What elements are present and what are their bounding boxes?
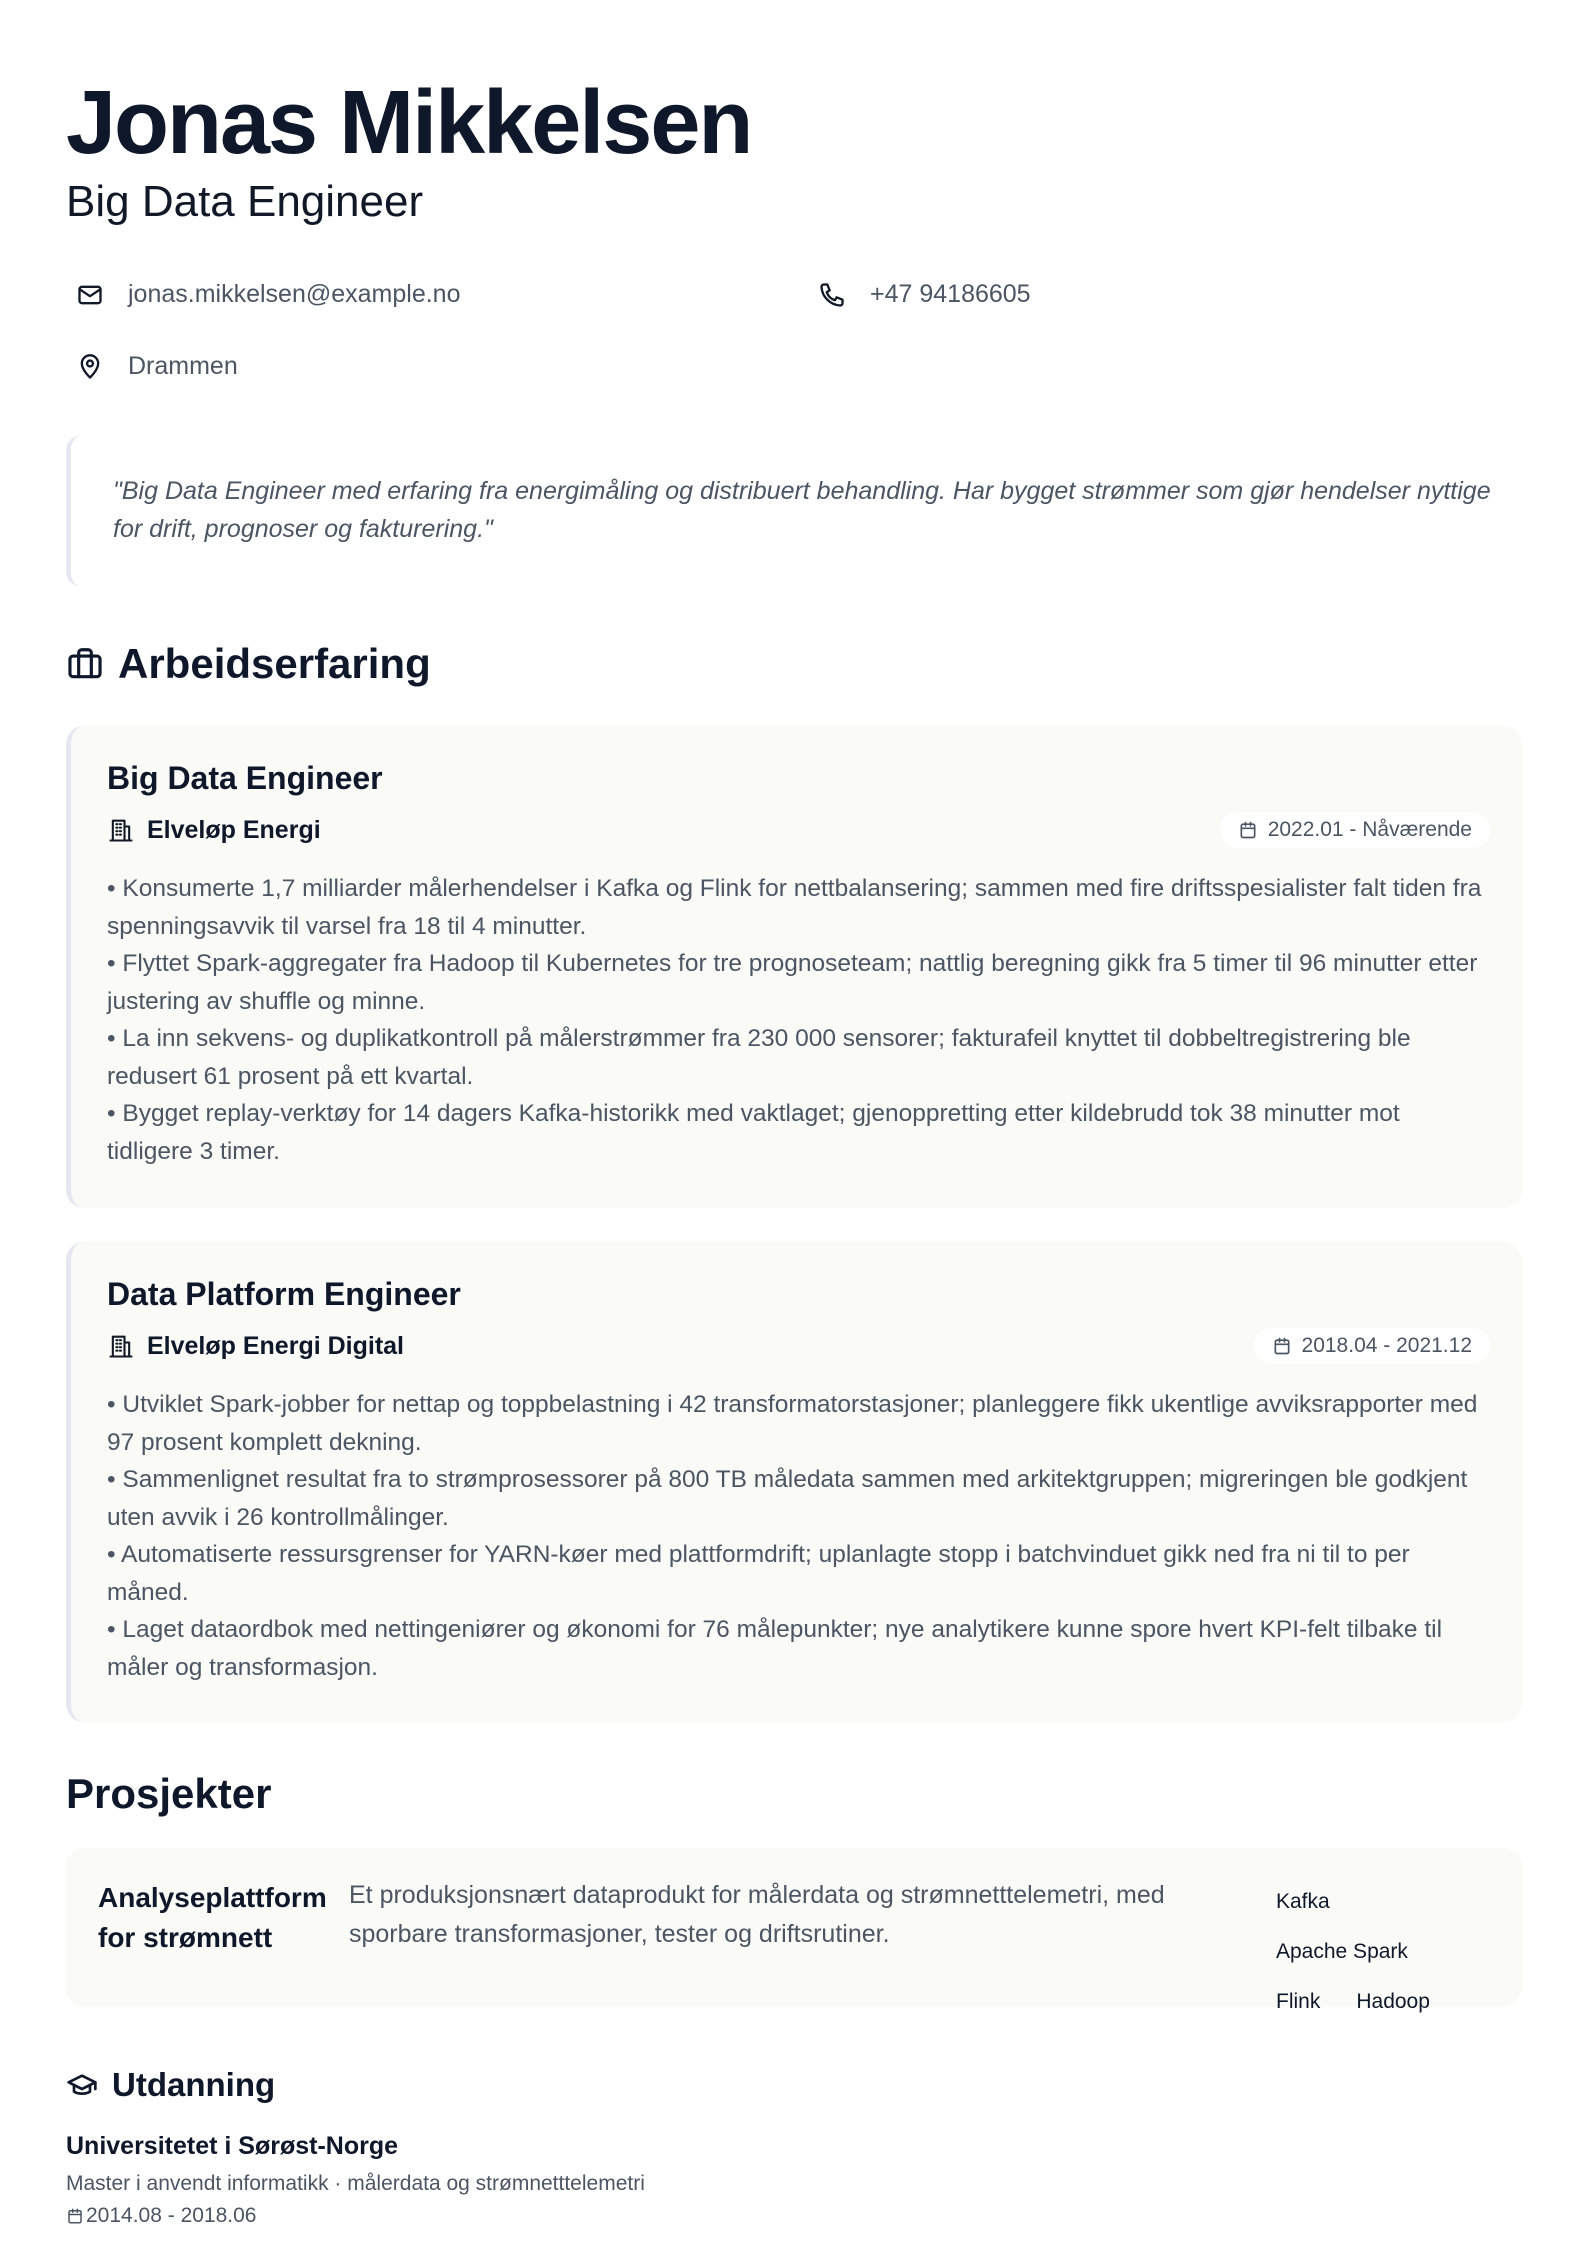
- education-section-heading: [66, 2066, 275, 2104]
- job-role: Data Platform Engineer: [107, 1276, 461, 1312]
- contact-phone[interactable]: [818, 280, 1031, 309]
- job-bullet: • Utviklet Spark-jobber for nettap og toppbelastning i 42 transformatorstasjoner; planleggere fikk ukentlige avviksrapporter med 97 prosent komplett dekning.: [107, 1391, 1478, 1456]
- project-name: Analyseplattform for strømnett: [98, 1882, 327, 1953]
- job-role: Big Data Engineer: [107, 760, 383, 796]
- job-meta-row: [107, 1324, 1490, 1368]
- job-bullet: • Laget dataordbok med nettingeniører og økonomi for 76 målepunkter; nye analytikere kunne spore hvert KPI-felt tilbake til måler og transformasjon.: [107, 1616, 1443, 1681]
- contact-email[interactable]: [76, 280, 460, 309]
- email-text: jonas.mikkelsen@example.no: [128, 280, 461, 308]
- building-icon: [107, 1332, 135, 1360]
- job-company-name: Elveløp Energi Digital: [147, 1331, 404, 1360]
- project-tag: Hadoop: [1356, 1990, 1430, 2013]
- project-tag: Flink: [1276, 1990, 1321, 2013]
- building-icon: [107, 816, 135, 844]
- job-bullets: [107, 1386, 1490, 1686]
- location-text: Drammen: [128, 352, 238, 380]
- work-heading-text: Arbeidserfaring: [118, 640, 431, 687]
- job-entry: [66, 1242, 1522, 1722]
- phone-text: +47 94186605: [870, 280, 1031, 308]
- job-date-badge: [1220, 812, 1490, 848]
- job-bullet: • Automatiserte ressursgrenser for YARN-køer med plattformdrift; uplanlagte stopp i batchvinduet gikk ned fra ni til to per måned.: [107, 1541, 1410, 1606]
- job-company: [107, 1332, 404, 1361]
- job-bullet: • Sammenlignet resultat fra to strømprosessorer på 800 TB måledata sammen med arkitektgruppen; migreringen ble godkjent uten avvik i 26 kontrollmålinger.: [107, 1466, 1468, 1531]
- job-meta-row: [107, 808, 1490, 852]
- project-tag: Kafka: [1276, 1890, 1330, 1913]
- projects-section-heading: Prosjekter: [66, 1770, 272, 1817]
- mail-icon: [76, 281, 104, 309]
- education-dates-text: 2014.08 - 2018.06: [86, 2204, 257, 2227]
- candidate-title: Big Data Engineer: [66, 177, 424, 226]
- job-bullet: • La inn sekvens- og duplikatkontroll på målerstrømmer fra 230 000 sensorer; fakturafeil knyttet til dobbeltregistrering ble redusert 61 prosent på ett kvartal.: [107, 1025, 1411, 1090]
- work-section-heading: [66, 640, 431, 688]
- job-date-text: 2022.01 - Nåværende: [1267, 818, 1472, 841]
- project-card: [66, 1848, 1522, 2013]
- job-company: [107, 816, 321, 845]
- job-company-name: Elveløp Energi: [147, 815, 321, 844]
- education-degree: Master i anvendt informatikk · målerdata og strømnetttelemetri: [66, 2172, 645, 2195]
- contact-location: [76, 352, 238, 381]
- calendar-icon: [1238, 820, 1258, 840]
- job-bullet: • Bygget replay-verktøy for 14 dagers Kafka-historikk med vaktlaget; gjenoppretting etter kildebrudd tok 38 minutter mot tidligere 3 timer.: [107, 1100, 1400, 1165]
- briefcase-icon: [66, 645, 104, 683]
- education-heading-text: Utdanning: [112, 2066, 276, 2103]
- job-bullets: [107, 870, 1490, 1170]
- candidate-name: Jonas Mikkelsen: [66, 73, 752, 173]
- phone-icon: [818, 281, 846, 309]
- job-entry: [66, 726, 1522, 1208]
- job-bullet: • Flyttet Spark-aggregater fra Hadoop til Kubernetes for tre prognoseteam; nattlig beregning gikk fra 5 timer til 96 minutter etter justering av shuffle og minne.: [107, 950, 1478, 1015]
- project-tags: [1276, 1888, 1516, 2016]
- calendar-icon: [1272, 1336, 1292, 1356]
- project-description: Et produksjonsnært dataprodukt for målerdata og strømnetttelemetri, med sporbare transformasjoner, tester og driftsrutiner.: [349, 1881, 1165, 1948]
- project-tag: Apache Spark: [1276, 1940, 1408, 1963]
- education-dates: [66, 2204, 256, 2228]
- job-date-badge: [1254, 1328, 1490, 1364]
- education-school: Universitetet i Sørøst-Norge: [66, 2132, 399, 2160]
- summary-quote: "Big Data Engineer med erfaring fra energimåling og distribuert behandling. Har bygget strømmer som gjør hendelser nyttige for drift, prognoser og fakturering.": [66, 436, 1506, 586]
- job-bullet: • Konsumerte 1,7 milliarder målerhendelser i Kafka og Flink for nettbalansering; sammen med fire driftsspesialister falt tiden fra spenningsavvik til varsel fra 18 til 4 minutter.: [107, 875, 1482, 940]
- job-date-text: 2018.04 - 2021.12: [1301, 1334, 1472, 1357]
- graduation-cap-icon: [66, 2069, 98, 2101]
- calendar-icon: [66, 2207, 84, 2225]
- map-pin-icon: [76, 353, 104, 381]
